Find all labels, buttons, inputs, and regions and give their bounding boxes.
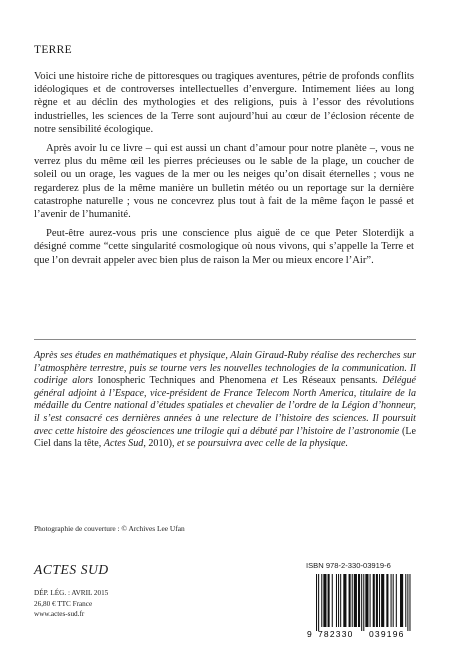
blurb-paragraph: Voici une histoire riche de pittoresques ou tragiques aventures, pétrie de profonds conflits idéologiques et de controverses intellectuelles d’envergure. Intimement liées au long règne et au déclin des mythologies et des religions, puis à l’essor des révolutions industrielles, les sciences de la Terre sont aujourd’hui au cœur de l’éclosion récente de notre sensibilité écologique. <box>34 71 414 135</box>
price: 26,80 € TTC France <box>34 599 93 608</box>
barcode-bar <box>370 574 371 627</box>
barcode-bar <box>321 574 322 627</box>
barcode-graphic <box>306 574 424 639</box>
barcode-bar <box>407 574 408 631</box>
bio-publisher: Actes Sud <box>103 438 144 450</box>
publisher-website: www.actes-sud.fr <box>34 610 85 618</box>
barcode-bar <box>323 574 326 627</box>
isbn: ISBN 978-2-330-03919-6 <box>306 561 391 570</box>
barcode-bar <box>316 574 317 631</box>
barcode-left-digits: 782330 <box>318 629 354 639</box>
barcode-bar <box>386 574 388 627</box>
bio-work-title: Ionospheric Techniques and Phenomena <box>97 375 267 387</box>
legal-deposit: DÉP. LÉG. : AVRIL 2015 <box>34 589 109 597</box>
book-title: TERRE <box>34 44 72 56</box>
barcode-bar <box>381 574 384 627</box>
barcode-bar <box>354 574 357 627</box>
barcode-bar <box>393 574 394 627</box>
barcode-bar <box>363 574 364 631</box>
barcode-bar <box>336 574 337 627</box>
barcode-bar <box>379 574 380 627</box>
barcode-bar <box>343 574 346 627</box>
bio-text: Après ses études en mathématiques et physique, Alain Giraud-Ruby réalise des recherches sur l’atmosphère terrestre, puis se tourne vers les nouvelles technologies de la communication. Il codirige alors <box>34 350 416 387</box>
publisher-logo: ACTES SUD <box>34 562 109 577</box>
barcode-bar <box>376 574 378 627</box>
barcode-bar <box>409 574 410 631</box>
author-bio <box>34 350 416 451</box>
photo-credit: Photographie de couverture : © Archives Lee Ufan <box>34 524 185 533</box>
barcode-bar <box>405 574 406 627</box>
blurb <box>34 70 414 273</box>
blurb-paragraph: Après avoir lu ce livre – qui est aussi un chant d’amour pour notre planète –, vous ne verrez plus du même œil les pierres précieuses ou le sable de la plage, un coucher de soleil ou un orage, les vagues de la mer ou les neiges qu’on disait éternelles ; vous ne regarderez plus de la même manière un bulletin météo ou un reportage sur la dernière catastrophe naturelle ; vous ne concevrez plus tout à fait de la même façon le passé et l’avenir de l’humanité. <box>34 143 414 221</box>
bio-text: , et se poursuivra avec celle de la physique. <box>171 438 348 450</box>
barcode-bar <box>365 574 368 627</box>
barcode-bar <box>400 574 403 627</box>
barcode-bar <box>396 574 397 627</box>
bio-work-title: (Le Ciel dans la tête, <box>34 425 416 450</box>
barcode-bar <box>349 574 351 627</box>
bio-work-title: Les Réseaux pensants <box>282 375 376 387</box>
barcode-bar <box>361 574 362 631</box>
barcode-bar <box>318 574 319 631</box>
bio-text: et <box>266 375 283 387</box>
publication-info <box>34 588 108 620</box>
barcode-lead-digit: 9 <box>307 629 312 639</box>
barcode <box>306 574 424 639</box>
barcode-bars <box>316 574 411 631</box>
barcode-bar <box>338 574 339 627</box>
barcode-bar <box>328 574 330 627</box>
barcode-right-digits: 039196 <box>369 629 405 639</box>
barcode-bar <box>391 574 392 627</box>
barcode-bar <box>352 574 353 627</box>
barcode-bar <box>332 574 333 627</box>
divider <box>34 339 416 340</box>
blurb-paragraph: Peut-être aurez-vous pris une conscience plus aiguë de ce que Peter Sloterdijk a désigné comme “cette singularité cosmologique où nous vivons, qui s’appelle la Terre et que l’on devrait appeler avec bien plus de raison la Mer ou mieux encore l’Air”. <box>34 228 414 266</box>
bio-work-title: , 2010) <box>143 438 172 450</box>
barcode-bar <box>358 574 360 627</box>
bio-text: . Délégué général adjoint à l’Espace, vice-président de France Telecom North America, titulaire de la médaille du Centre national d’études spatiales et chevalier de l’ordre de la Légion d’honneur, il s’est consacré ces dernières années à une relecture de l’histoire des sciences. Il poursuit avec cette histoire des géosciences une trilogie qui a débuté par l’histoire de l’astronomie <box>34 375 416 437</box>
barcode-bar <box>373 574 375 627</box>
barcode-bar <box>340 574 341 627</box>
